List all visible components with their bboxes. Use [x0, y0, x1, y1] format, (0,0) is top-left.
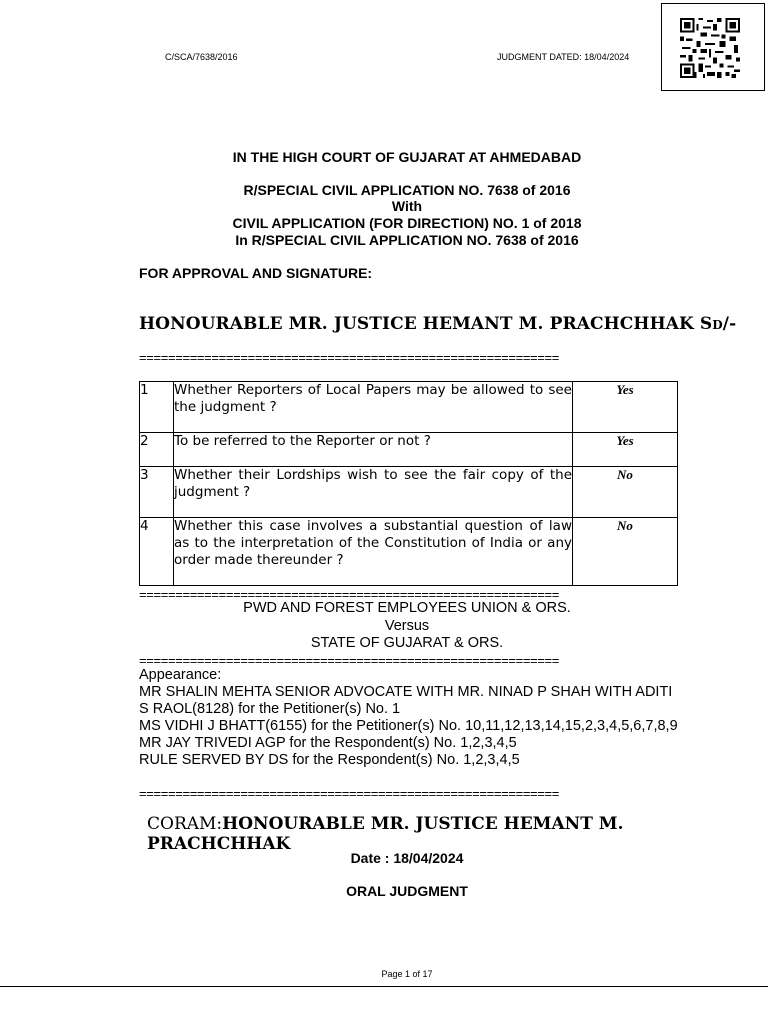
judgment-date: Date : 18/04/2024	[350, 850, 464, 866]
appearance-line: RULE SERVED BY DS for the Respondent(s) No. 1,2,3,4,5	[139, 752, 520, 768]
approval-questions-table	[139, 381, 678, 586]
case-reference: C/SCA/7638/2016	[165, 52, 238, 62]
application-number: R/SPECIAL CIVIL APPLICATION NO. 7638 of 2016	[243, 182, 571, 198]
qr-code-icon	[680, 17, 740, 79]
separator-line: ==========================================================	[139, 788, 560, 800]
petitioner-name: PWD AND FOREST EMPLOYEES UNION & ORS.	[243, 600, 571, 616]
judgment-date-header: JUDGMENT DATED: 18/04/2024	[497, 52, 630, 62]
page-number: Page 1 of 17	[381, 969, 433, 979]
table-row	[140, 518, 678, 586]
coram-label: CORAM:	[147, 814, 223, 834]
appearance-line: MR SHALIN MEHTA SENIOR ADVOCATE WITH MR. NINAD P SHAH WITH ADITI S RAOL(8128) for the Petitioner(s) No. 1	[139, 684, 673, 717]
table-row	[140, 433, 678, 467]
with-label: With	[391, 198, 423, 214]
table-row	[140, 382, 678, 433]
honourable-judge-line: HONOURABLE MR. JUSTICE HEMANT M. PRACHCHHAK Sd/-	[139, 314, 737, 334]
question-text: Whether this case involves a substantial question of law as to the interpretation of the Constitution of India or any order made thereunder ?	[174, 518, 573, 586]
question-answer: Yes	[573, 382, 678, 433]
respondent-name: STATE OF GUJARAT & ORS.	[310, 635, 504, 651]
question-text: Whether their Lordships wish to see the fair copy of the judgment ?	[174, 467, 573, 518]
separator-line: ==========================================================	[139, 655, 560, 667]
oral-judgment-heading: ORAL JUDGMENT	[346, 883, 468, 899]
separator-line: ==========================================================	[139, 589, 560, 601]
question-text: Whether Reporters of Local Papers may be allowed to see the judgment ?	[174, 382, 573, 433]
table-row	[140, 467, 678, 518]
approval-heading: FOR APPROVAL AND SIGNATURE:	[139, 265, 373, 281]
question-number: 1	[140, 382, 174, 433]
question-answer: No	[573, 467, 678, 518]
question-number: 2	[140, 433, 174, 467]
in-application-number: In R/SPECIAL CIVIL APPLICATION NO. 7638 of 2016	[235, 232, 579, 248]
versus-label: Versus	[384, 618, 430, 634]
coram-judge: HONOURABLE MR. JUSTICE HEMANT M. PRACHCHHAK	[147, 814, 624, 854]
question-number: 3	[140, 467, 174, 518]
separator-line: ==========================================================	[139, 352, 560, 364]
question-answer: No	[573, 518, 678, 586]
coram-line	[147, 814, 768, 854]
civil-application-number: CIVIL APPLICATION (FOR DIRECTION) NO. 1 of 2018	[232, 215, 582, 231]
question-number: 4	[140, 518, 174, 586]
question-text: To be referred to the Reporter or not ?	[174, 433, 573, 467]
appearance-label: Appearance:	[139, 667, 222, 683]
footer-divider	[0, 986, 768, 987]
court-name: IN THE HIGH COURT OF GUJARAT AT AHMEDABAD	[232, 149, 582, 165]
appearance-line: MS VIDHI J BHATT(6155) for the Petitioner(s) No. 10,11,12,13,14,15,2,3,4,5,6,7,8,9	[139, 718, 678, 734]
appearance-line: MR JAY TRIVEDI AGP for the Respondent(s) No. 1,2,3,4,5	[139, 735, 517, 751]
appearance-section	[139, 667, 679, 769]
question-answer: Yes	[573, 433, 678, 467]
qr-code-box	[661, 3, 765, 91]
